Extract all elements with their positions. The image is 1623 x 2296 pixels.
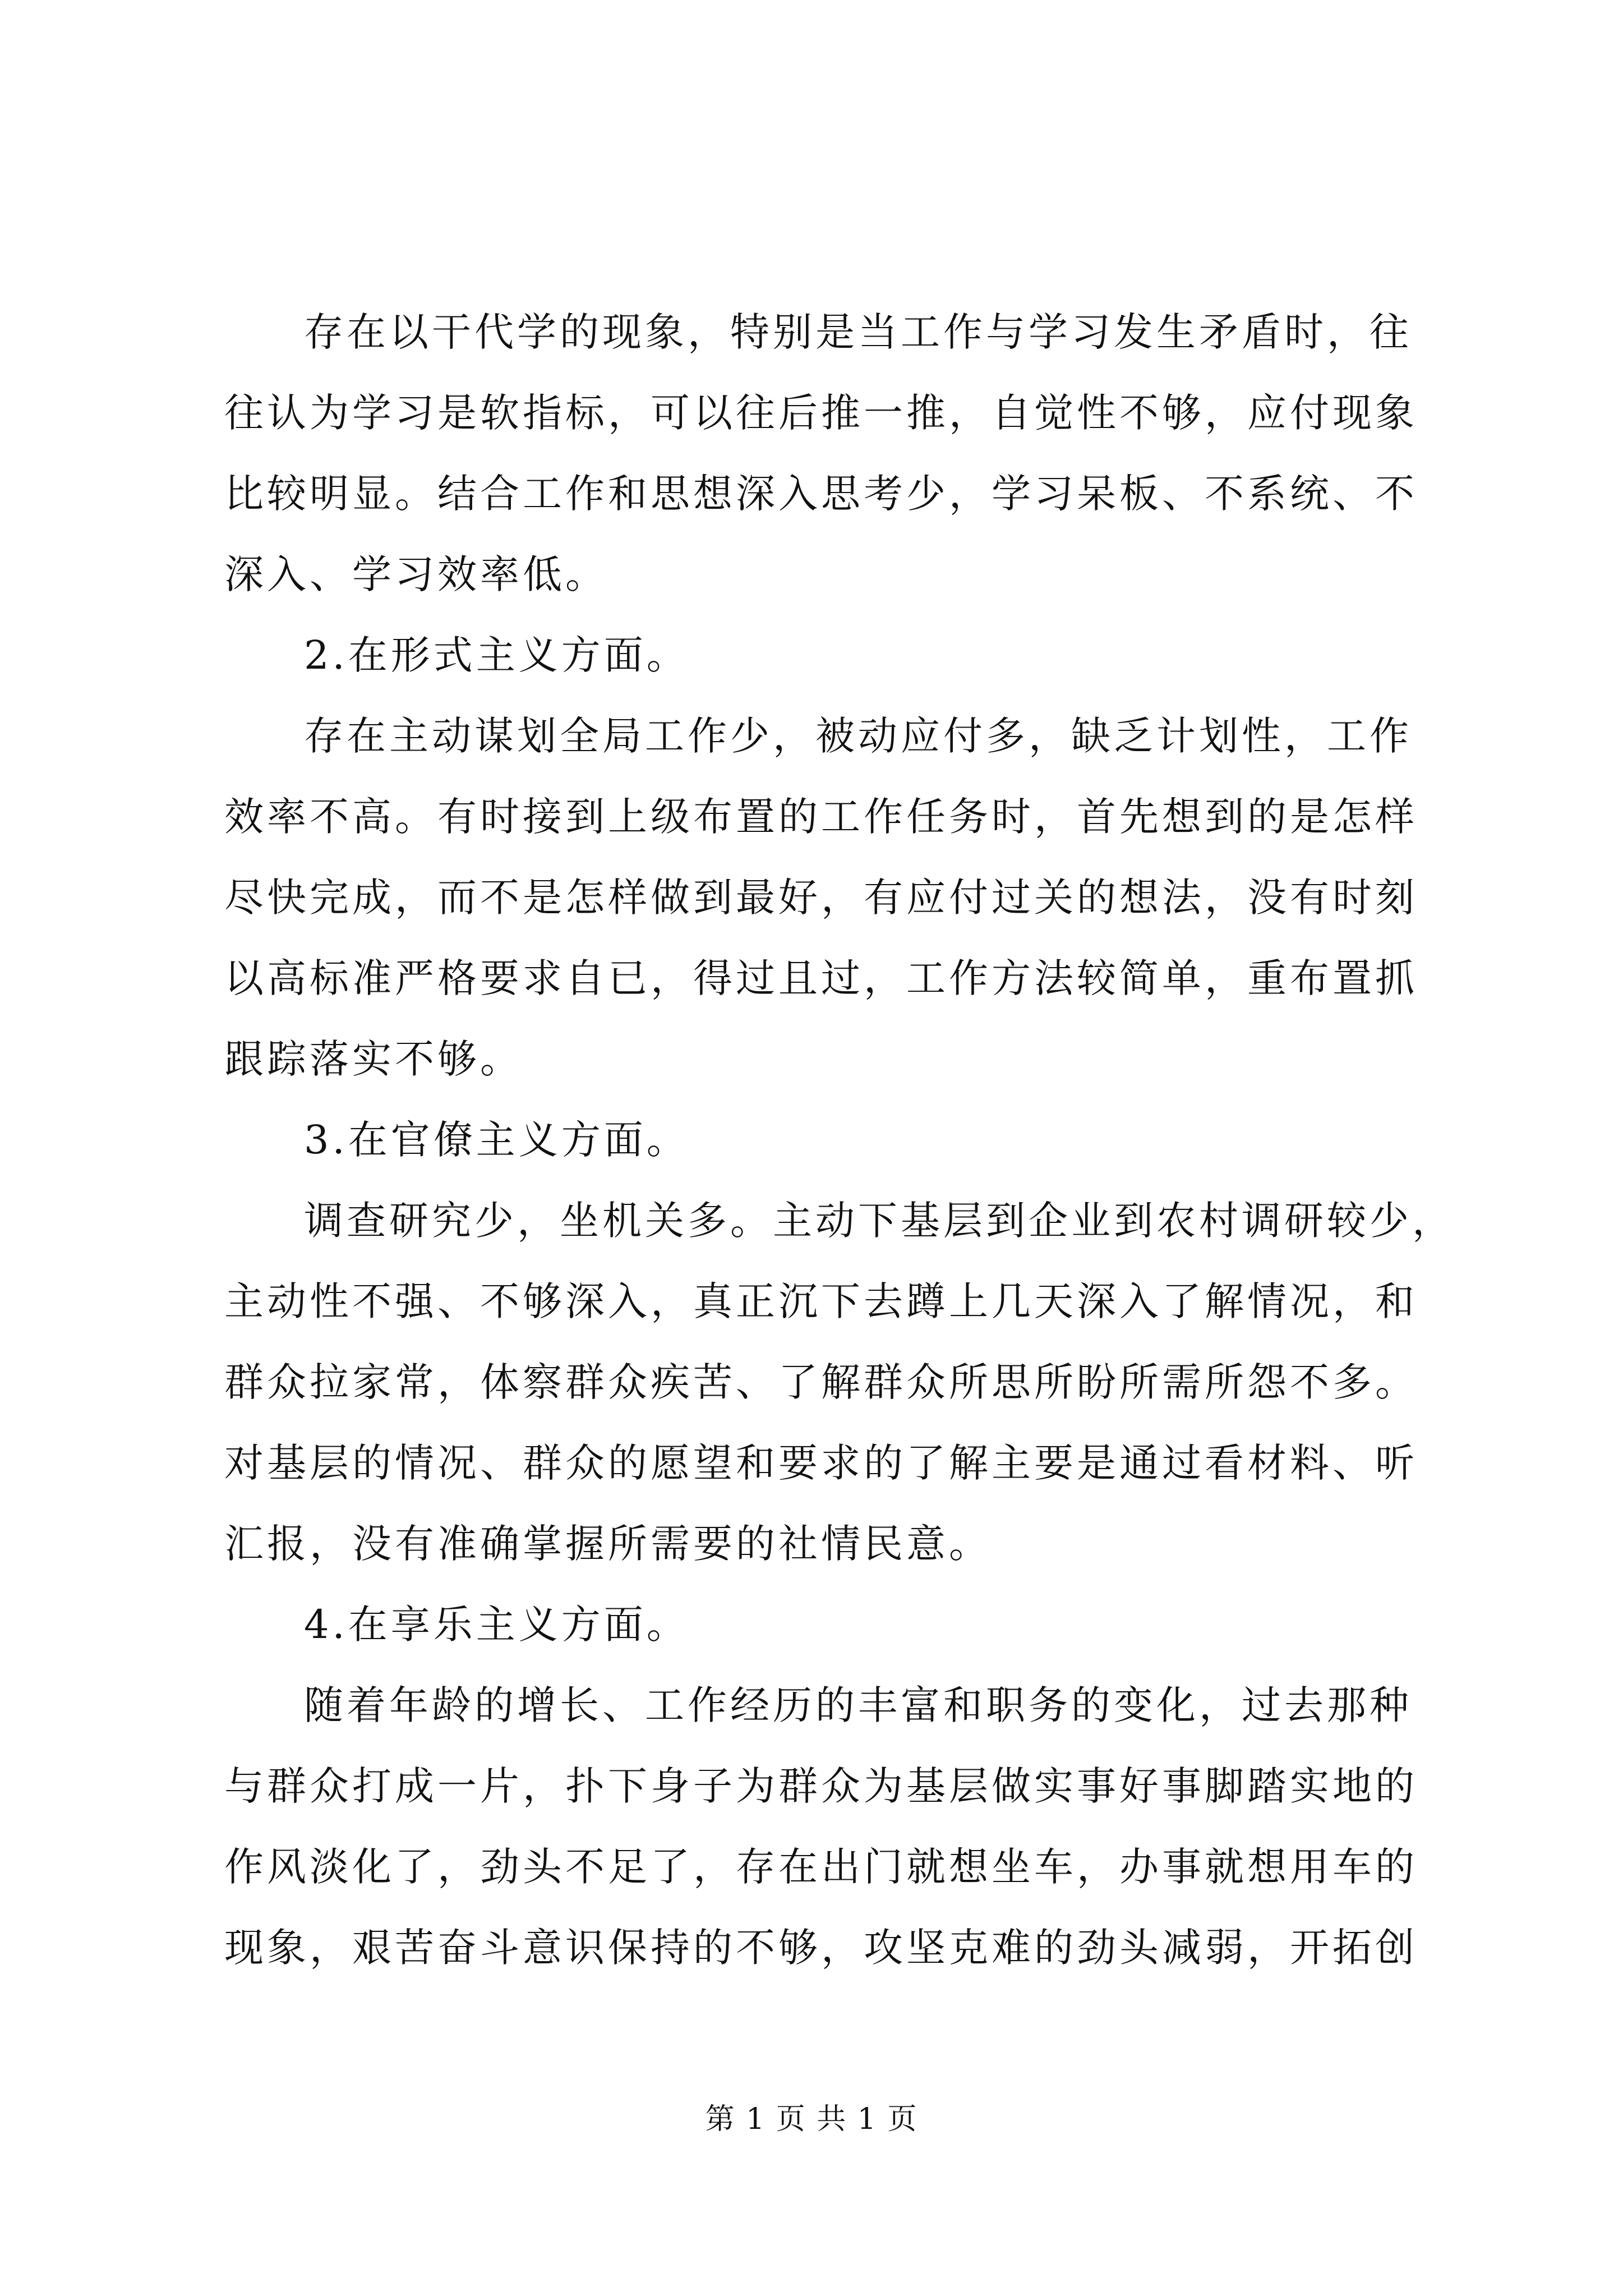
- paragraph-line: 跟踪落实不够。: [224, 1036, 523, 1082]
- paragraph-line: 现象，艰苦奋斗意识保持的不够，攻坚克难的劲头减弱，开拓创: [224, 1925, 1418, 1971]
- paragraph-line: 尽快完成，而不是怎样做到最好，有应付过关的想法，没有时刻: [224, 875, 1418, 921]
- paragraph-line: 作风淡化了，劲头不足了，存在出门就想坐车，办事就想用车的: [224, 1844, 1418, 1890]
- section-heading: 3.在官僚主义方面。: [304, 1117, 689, 1163]
- document-body: [224, 292, 1455, 1988]
- paragraph-line: 主动性不强、不够深入，真正沉下去蹲上几天深入了解情况，和: [224, 1278, 1418, 1324]
- paragraph-line: 群众拉家常，体察群众疾苦、了解群众所思所盼所需所怨不多。: [224, 1359, 1418, 1405]
- section-heading: 2.在形式主义方面。: [304, 632, 689, 678]
- paragraph-line: 调查研究少，坐机关多。主动下基层到企业到农村调研较少，: [304, 1198, 1455, 1244]
- paragraph-line: 比较明显。结合工作和思想深入思考少，学习呆板、不系统、不: [224, 471, 1418, 517]
- paragraph-line: 存在以干代学的现象，特别是当工作与学习发生矛盾时，往: [304, 309, 1412, 355]
- paragraph-line: 效率不高。有时接到上级布置的工作任务时，首先想到的是怎样: [224, 794, 1418, 840]
- page-number-footer: 第 1 页 共 1 页: [705, 2102, 918, 2136]
- paragraph-line: 汇报，没有准确掌握所需要的社情民意。: [224, 1521, 992, 1567]
- paragraph-line: 以高标准严格要求自已，得过且过，工作方法较简单，重布置抓: [224, 955, 1418, 1001]
- paragraph-line: 随着年龄的增长、工作经历的丰富和职务的变化，过去那种: [304, 1682, 1412, 1728]
- paragraph-line: 深入、学习效率低。: [224, 551, 608, 597]
- paragraph-line: 对基层的情况、群众的愿望和要求的了解主要是通过看材料、听: [224, 1440, 1418, 1486]
- paragraph-line: 往认为学习是软指标，可以往后推一推，自觉性不够，应付现象: [224, 390, 1418, 436]
- paragraph-line: 与群众打成一片，扑下身子为群众为基层做实事好事脚踏实地的: [224, 1763, 1418, 1809]
- section-heading: 4.在享乐主义方面。: [304, 1602, 689, 1648]
- paragraph-line: 存在主动谋划全局工作少，被动应付多，缺乏计划性，工作: [304, 713, 1412, 759]
